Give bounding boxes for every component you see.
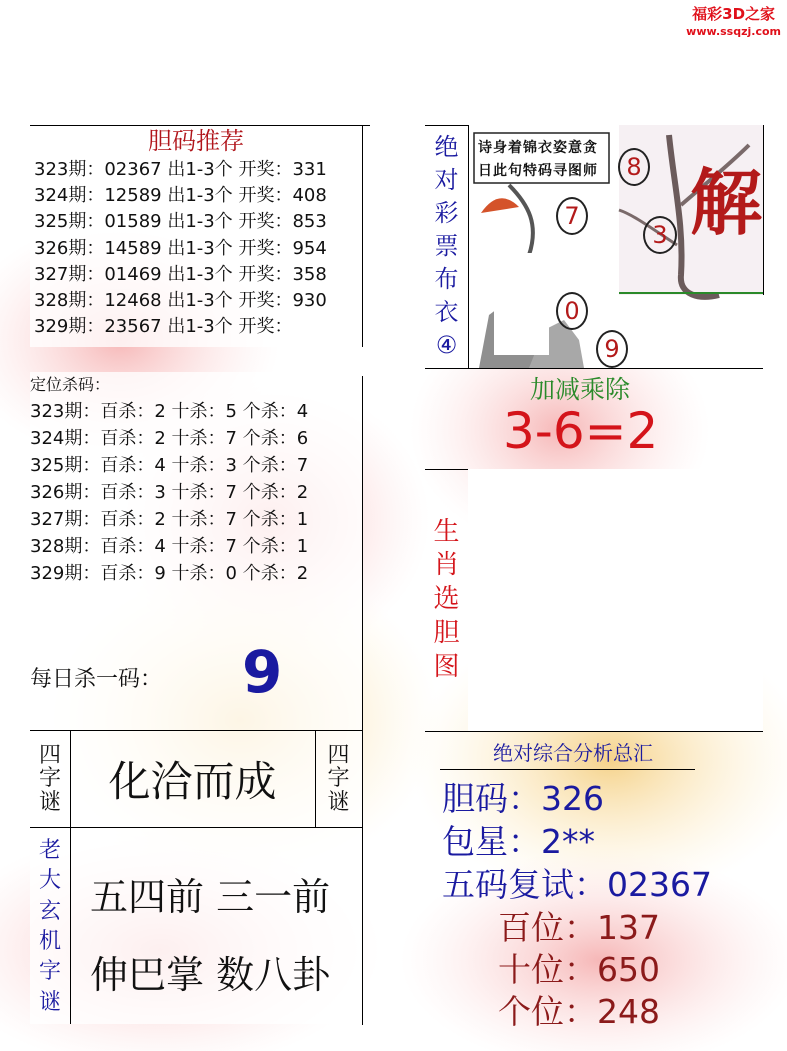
dingwei-row: 324期：百杀：2 十杀：7 个杀：6 <box>30 428 309 449</box>
divider <box>425 469 468 470</box>
sizi-label-left <box>30 730 70 828</box>
summary-bao: 包星：2** <box>442 822 595 861</box>
brand-url: www.ssqzj.com <box>686 25 781 38</box>
danma-row: 325期：01589 出1-3个 开奖：853 <box>34 211 327 233</box>
buyi-label-char: 绝 <box>434 132 459 161</box>
buyi-label-char: 衣 <box>434 298 459 327</box>
summary-ge: 个位：248 <box>498 992 660 1031</box>
danma-panel <box>30 125 362 347</box>
jiajian-title: 加减乘除 <box>530 375 631 404</box>
danma-title: 胆码推荐 <box>148 127 244 155</box>
daily-kill-value: 9 <box>242 638 283 706</box>
shengxiao-label-char: 选 <box>433 584 460 615</box>
danma-list <box>30 157 362 340</box>
buyi-label-char: 彩 <box>434 198 459 227</box>
danma-row: 328期：12468 出1-3个 开奖：930 <box>34 290 327 312</box>
buyi-label-char: 票 <box>434 231 459 260</box>
shengxiao-side-label <box>425 500 468 700</box>
laoda-label-char: 玄 <box>38 898 61 924</box>
circle-number: 0 <box>556 292 588 330</box>
buyi-poem-line2: 日此句特码寻图师 <box>478 163 598 179</box>
danma-row: 326期：14589 出1-3个 开奖：954 <box>34 237 327 259</box>
dingwei-list <box>30 398 362 587</box>
dingwei-row: 327期：百杀：2 十杀：7 个杀：1 <box>30 509 309 530</box>
dingwei-row: 323期：百杀：2 十杀：5 个杀：4 <box>30 401 309 422</box>
divider <box>440 769 695 770</box>
sizi-label-char: 谜 <box>38 789 61 815</box>
circle-number: 7 <box>556 197 588 235</box>
jiajian-formula: 3-6=2 <box>503 402 659 460</box>
sizi-label-char: 谜 <box>327 789 350 815</box>
buyi-side-label <box>425 125 468 368</box>
shengxiao-image-area <box>468 469 763 731</box>
sizi-label-char: 字 <box>38 766 61 792</box>
divider <box>30 125 370 126</box>
summary-bai: 百位：137 <box>498 908 660 947</box>
dingwei-row: 328期：百杀：4 十杀：7 个杀：1 <box>30 536 309 557</box>
dingwei-row: 325期：百杀：4 十杀：3 个杀：7 <box>30 455 309 476</box>
sizi-label-char: 四 <box>38 743 61 769</box>
buyi-label-char: 对 <box>434 165 459 194</box>
sizi-label-char: 四 <box>327 743 350 769</box>
shengxiao-label-char: 图 <box>433 651 460 682</box>
laoda-label-char: 机 <box>38 929 61 954</box>
danma-row: 327期：01469 出1-3个 开奖：358 <box>34 263 327 285</box>
laoda-line2: 伸巴掌 数八卦 <box>90 953 331 997</box>
danma-row: 329期：23567 出1-3个 开奖： <box>34 316 293 338</box>
shengxiao-label-char: 生 <box>433 516 460 547</box>
buyi-big-char: 解 <box>690 160 763 245</box>
summary-dan: 胆码：326 <box>442 779 604 818</box>
buyi-poem-line1: 诗身着锦衣姿意贪 <box>478 140 598 156</box>
laoda-label-char: 老 <box>38 837 61 863</box>
laoda-label-char: 字 <box>38 959 61 985</box>
sizi-label-right <box>315 730 362 828</box>
danma-row: 323期：02367 出1-3个 开奖：331 <box>34 159 327 180</box>
brand-logo[interactable] <box>686 3 781 38</box>
divider <box>425 368 763 369</box>
buyi-label-char: ④ <box>435 331 458 360</box>
laoda-label-char: 大 <box>38 868 61 894</box>
sizi-label-char: 字 <box>327 766 350 792</box>
danma-row: 324期：12589 出1-3个 开奖：408 <box>34 185 327 207</box>
summary-title: 绝对综合分析总汇 <box>493 741 653 765</box>
dingwei-title: 定位杀码： <box>30 375 111 394</box>
divider <box>70 828 71 1024</box>
circle-number: 9 <box>596 330 628 368</box>
divider <box>362 730 363 1025</box>
summary-wuma: 五码复试：02367 <box>442 865 712 904</box>
daily-kill-panel <box>30 624 362 730</box>
laoda-side-label <box>30 830 70 1024</box>
brand-name: 福彩3D之家 <box>692 5 776 23</box>
daily-kill-label: 每日杀一码： <box>30 667 163 692</box>
summary-shi: 十位：650 <box>498 950 660 989</box>
divider <box>763 125 764 295</box>
laoda-line1: 五四前 三一前 <box>90 875 331 919</box>
circle-number: 8 <box>618 148 650 186</box>
sizi-phrase: 化洽而成 <box>108 757 277 806</box>
divider <box>362 125 363 347</box>
dingwei-panel <box>30 372 362 624</box>
shengxiao-label-char: 胆 <box>433 617 460 648</box>
divider <box>362 376 363 731</box>
shengxiao-label-char: 肖 <box>433 550 460 581</box>
dingwei-row: 329期：百杀：9 十杀：0 个杀：2 <box>30 563 309 584</box>
divider <box>425 731 763 732</box>
laoda-label-char: 谜 <box>38 989 61 1015</box>
dingwei-row: 326期：百杀：3 十杀：7 个杀：2 <box>30 482 309 503</box>
buyi-label-char: 布 <box>434 265 459 294</box>
circle-number: 3 <box>643 216 677 254</box>
